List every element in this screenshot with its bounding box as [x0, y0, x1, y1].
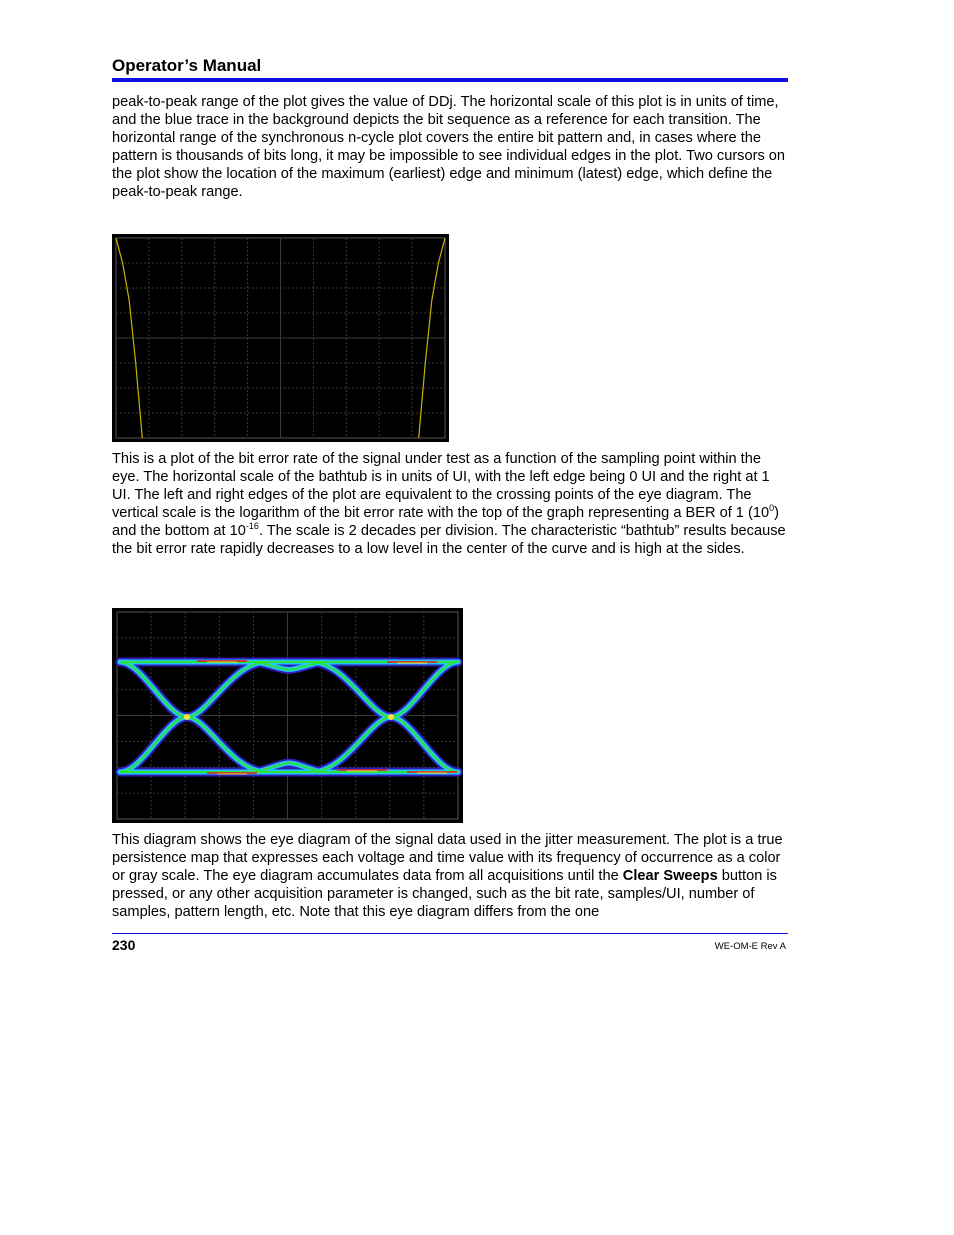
footer-rule [112, 933, 788, 934]
paragraph-eye-description [112, 831, 788, 921]
bathtub-plot [112, 234, 449, 442]
text-run: ) and the bottom at 10 [112, 505, 779, 539]
eye-diagram-plot [112, 608, 463, 823]
header-rule [112, 78, 788, 82]
page-header-title: Operator’s Manual [112, 56, 262, 75]
bathtub-plot-svg [112, 234, 449, 442]
text-run: This is a plot of the bit error rate of the signal under test as a function of the sampling point within the eye. The horizontal scale of the bathtub is in units of UI, with the left edge being 0 UI and the right at 1 UI. The left and right edges of the plot are equivalent to the crossing points of the eye diagram. The vertical scale is the logarithm of the bit error rate with the top of the graph representing a BER of 1 (10 [112, 451, 770, 521]
paragraph-bathtub-description [112, 450, 788, 558]
text-run: button is pressed, or any other acquisition parameter is changed, such as the bit rate, samples/UI, number of samples, pattern length, etc. Note that this eye diagram differs from the one [112, 868, 777, 920]
clear-sweeps-label: Clear Sweeps [622, 868, 718, 884]
superscript: 0 [769, 503, 775, 514]
paragraph-ddj-description: peak-to-peak range of the plot gives the value of DDj. The horizontal scale of this plot is in units of time, and the blue trace in the background depicts the bit sequence as a reference for each transition. The horizontal range of the synchronous n-cycle plot covers the entire bit pattern and, in cases where the pattern is thousands of bits long, it may be impossible to see individual edges in the plot. Two cursors on the plot show the location of the maximum (earliest) edge and minimum (latest) edge, which define the peak-to-peak range. [112, 94, 786, 200]
eye-diagram-svg [112, 608, 463, 823]
eye-crossing-point [184, 714, 190, 720]
eye-crossing-point [388, 714, 394, 720]
text-run: . The scale is 2 decades per division. The characteristic “bathtub” results because the bit error rate rapidly decreases to a low level in the center of the curve and is high at the sides. [112, 523, 786, 557]
document-id: WE-OM-E Rev A [714, 941, 786, 952]
text-run: This diagram shows the eye diagram of the signal data used in the jitter measurement. The plot is a true persistence map that expresses each voltage and time value with its frequency of occurrence as a color or gray scale. The eye diagram accumulates data from all acquisitions until the [112, 832, 783, 884]
superscript: -16 [245, 521, 259, 532]
page-number: 230 [112, 937, 136, 953]
